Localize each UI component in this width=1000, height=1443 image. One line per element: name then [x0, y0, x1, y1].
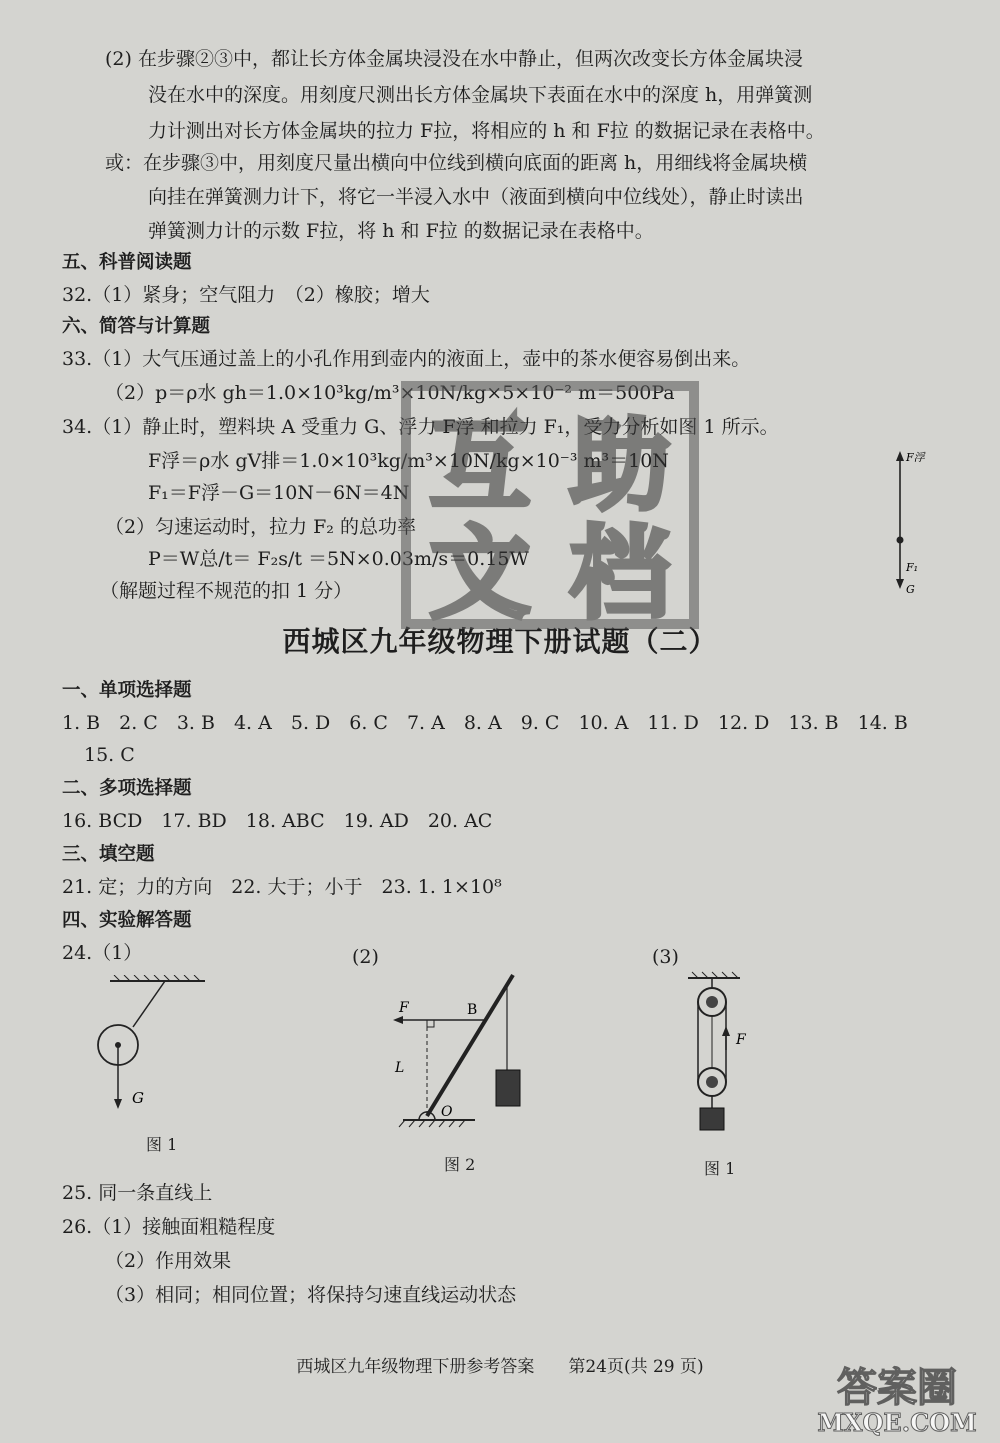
answer-line: F浮＝ρ水 gV排＝1.0×10³kg/m³×10N/kg×10⁻³ m³＝10N [148, 450, 669, 472]
answer-line: 1. B 2. C 3. B 4. A 5. D 6. C 7. A 8. A 9. C 10. A 11. D 12. D 13. B 14. B [62, 712, 908, 734]
section-heading: 三、填空题 [62, 844, 155, 865]
stamp-char: 档 [570, 514, 670, 630]
figure-1-caption: 图 1 [146, 1135, 178, 1154]
answer-line: （解题过程不规范的扣 1 分） [100, 580, 353, 602]
answer-line: 25. 同一条直线上 [62, 1182, 213, 1204]
answer-line: 或：在步骤③中，用刻度尺量出横向中位线到横向底面的距离 h，用细线将金属块横 [105, 152, 808, 174]
stamp-char: 文 [430, 514, 530, 630]
answer-line: (2) 在步骤②③中，都让长方体金属块浸没在水中静止，但两次改变长方体金属块浸 [105, 48, 803, 70]
answer-line: (2) [352, 946, 379, 968]
answer-line: 16. BCD 17. BD 18. ABC 19. AD 20. AC [62, 810, 493, 832]
force-diagram [880, 445, 940, 605]
answer-line: 32.（1）紧身；空气阻力 （2）橡胶；增大 [62, 284, 430, 306]
answer-line: F₁＝F浮－G＝10N－6N＝4N [148, 482, 410, 504]
figure-3-caption: 图 1 [704, 1159, 736, 1178]
answer-line: 26.（1）接触面粗糙程度 [62, 1216, 276, 1238]
answer-line: 33.（1）大气压通过盖上的小孔作用到壶内的液面上，壶中的茶水便容易倒出来。 [62, 348, 751, 370]
watermark-top: 答案圈 [837, 1364, 957, 1411]
section-heading: 四、实验解答题 [62, 910, 192, 931]
watermark-bottom: MXQE.COM [817, 1408, 977, 1437]
stamp-char: 互 [430, 406, 530, 524]
answer-line: （2）作用效果 [105, 1250, 232, 1272]
answer-line: （3）相同；相同位置；将保持匀速直线运动状态 [105, 1284, 517, 1306]
answer-line: 向挂在弹簧测力计下，将它一半浸入水中（液面到横向中位线处），静止时读出 [148, 186, 804, 208]
figure-3-f-label: F [736, 1032, 746, 1048]
answer-line: （2）匀速运动时，拉力 F₂ 的总功率 [105, 516, 416, 538]
answer-line: 15. C [84, 744, 135, 766]
answer-line: （2）p＝ρ水 gh＝1.0×10³kg/m³×10N/kg×5×10⁻² m＝500Pa [105, 382, 675, 404]
figure-2-f-label: F [399, 1000, 409, 1016]
figure-1-pulley [90, 975, 220, 1120]
force-label-f1: F₁ [906, 561, 919, 574]
section-heading: 六、简答与计算题 [62, 316, 211, 337]
force-label-g: G [906, 583, 915, 596]
figure-2-b-label: B [467, 1002, 478, 1018]
figure-2-caption: 图 2 [444, 1155, 476, 1174]
figure-2-o-label: O [441, 1104, 453, 1120]
answer-line: 24.（1） [62, 942, 143, 964]
answer-line: 34.（1）静止时，塑料块 A 受重力 G、浮力 F浮 和拉力 F₁，受力分析如图 1 所示。 [62, 416, 779, 438]
section-heading: 一、单项选择题 [62, 680, 192, 701]
answer-line: 力计测出对长方体金属块的拉力 F拉，将相应的 h 和 F拉 的数据记录在表格中。 [148, 120, 825, 142]
site-watermark-logo [802, 1359, 992, 1439]
force-label-buoyancy: F浮 [906, 451, 925, 464]
answer-line: P＝W总/t＝ F₂s/t ＝5N×0.03m/s＝0.15W [148, 548, 529, 570]
answer-line: (3) [652, 946, 679, 968]
section-heading: 五、科普阅读题 [62, 252, 192, 273]
answer-line: 弹簧测力计的示数 F拉，将 h 和 F拉 的数据记录在表格中。 [148, 220, 654, 242]
page-title: 西城区九年级物理下册试题（二） [282, 625, 718, 658]
section-heading: 二、多项选择题 [62, 778, 192, 799]
figure-1-g-label: G [132, 1089, 144, 1107]
answer-line: 没在水中的深度。用刻度尺测出长方体金属块下表面在水中的深度 h，用弹簧测 [148, 84, 813, 106]
figure-2-lever [385, 970, 535, 1130]
page-footer: 西城区九年级物理下册参考答案 第24页(共 29 页) [296, 1357, 704, 1377]
answer-line: 21. 定；力的方向 22. 大于；小于 23. 1. 1×10⁸ [62, 876, 502, 898]
figure-3-pulley-block [680, 970, 760, 1140]
stamp-char: 助 [570, 406, 670, 524]
figure-2-l-label: L [395, 1060, 405, 1076]
